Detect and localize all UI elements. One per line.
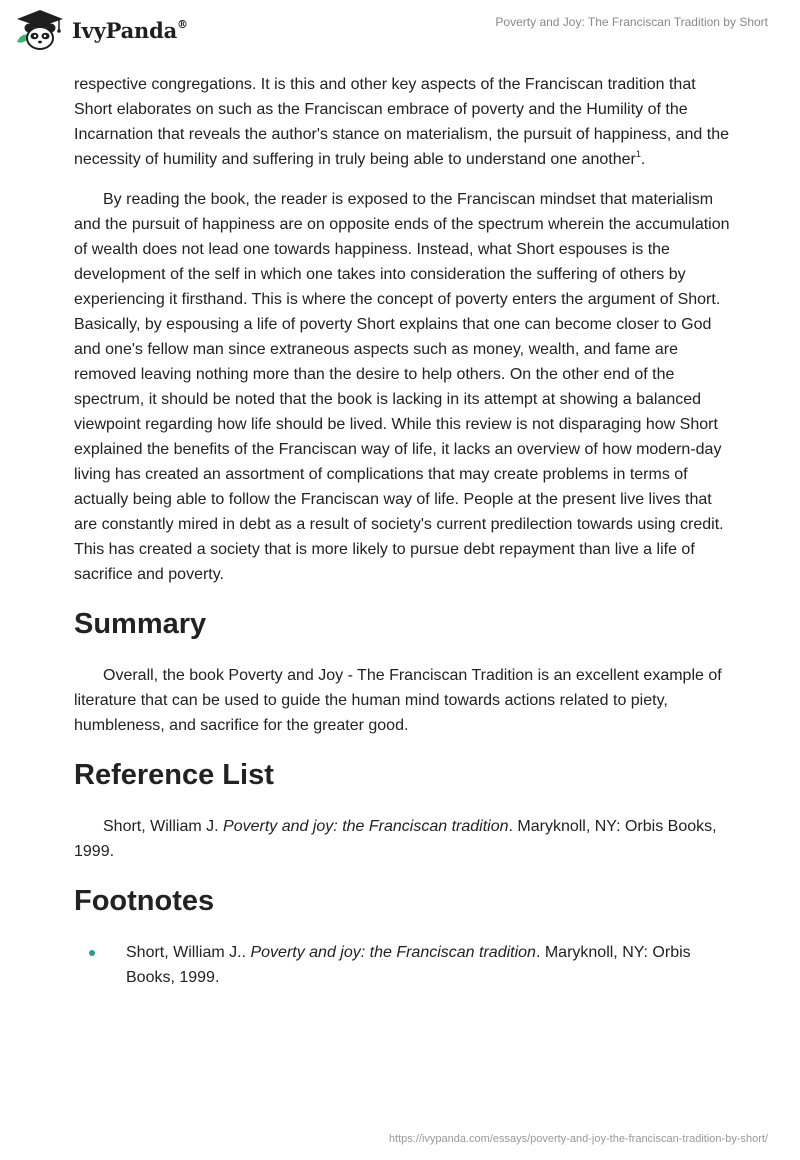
- footnotes-list: [74, 940, 730, 990]
- reference-book-title: Poverty and joy: the Franciscan tradition: [223, 818, 509, 835]
- document-title: Poverty and Joy: The Franciscan Tradition by Short: [495, 15, 768, 29]
- footnote-reference[interactable]: 1: [635, 149, 641, 159]
- panda-graduation-icon: [14, 8, 66, 52]
- bullet-icon: [89, 950, 95, 956]
- article-body: [74, 72, 730, 990]
- summary-heading: Summary: [74, 608, 207, 640]
- registered-mark: ®: [177, 17, 188, 31]
- page-header: [0, 0, 800, 60]
- logo-text: IvyPanda®: [72, 17, 188, 43]
- paragraph-intro-continued: respective congregations. It is this and other key aspects of the Franciscan tradition that Short elaborates on such as the Franciscan embrace of poverty and the Humility of the Incarnation that reveals the author's stance on materialism, the pursuit of happiness, and the necessity of humility and suffering in truly being able to understand one another$^1$.: [74, 76, 729, 168]
- paragraph-main-argument: By reading the book, the reader is exposed to the Franciscan mindset that materialism and the pursuit of happiness are on opposite ends of the spectrum wherein the accumulation of wealth does not lead one towards happiness. Instead, what Short espouses is the development of the self in which one takes into consideration the suffering of others by experiencing it firsthand. This is where the concept of poverty enters the argument of Short. Basically, by espousing a life of poverty Short explains that one can become closer to God and one's fellow man since extraneous aspects such as money, wealth, and fame are removed leaving nothing more than the desire to help others. On the other end of the spectrum, it should be noted that the book is lacking in its attempt at showing a balanced viewpoint regarding how life should be lived. While this review is not disparaging how Short explained the benefits of the Franciscan way of life, it lacks an overview of how modern-day living has created an assortment of complications that may create problems in terms of actually being able to follow the Franciscan way of life. People at the present live lives that are constantly mired in debt as a result of society's current predilection towards using credit. This has created a society that is more likely to pursue debt repayment than live a life of sacrifice and poverty.: [74, 191, 730, 583]
- ivypanda-logo[interactable]: [14, 8, 188, 52]
- footnote-item: Short, William J.. Poverty and joy: the Franciscan tradition. Maryknoll, NY: Orbis Books, 1999.: [74, 940, 730, 990]
- footnote-book-title: Poverty and joy: the Franciscan tradition: [250, 944, 536, 961]
- summary-paragraph: Overall, the book Poverty and Joy - The Franciscan Tradition is an excellent example of literature that can be used to guide the human mind towards actions related to piety, humbleness, and sacrifice for the greater good.: [74, 667, 722, 734]
- reference-list-heading: Reference List: [74, 759, 274, 791]
- footnotes-heading: Footnotes: [74, 885, 215, 917]
- source-url[interactable]: https://ivypanda.com/essays/poverty-and-joy-the-franciscan-tradition-by-short/: [388, 1133, 768, 1145]
- reference-entry: Short, William J. Poverty and joy: the Franciscan tradition. Maryknoll, NY: Orbis Books, 1999.: [74, 818, 717, 860]
